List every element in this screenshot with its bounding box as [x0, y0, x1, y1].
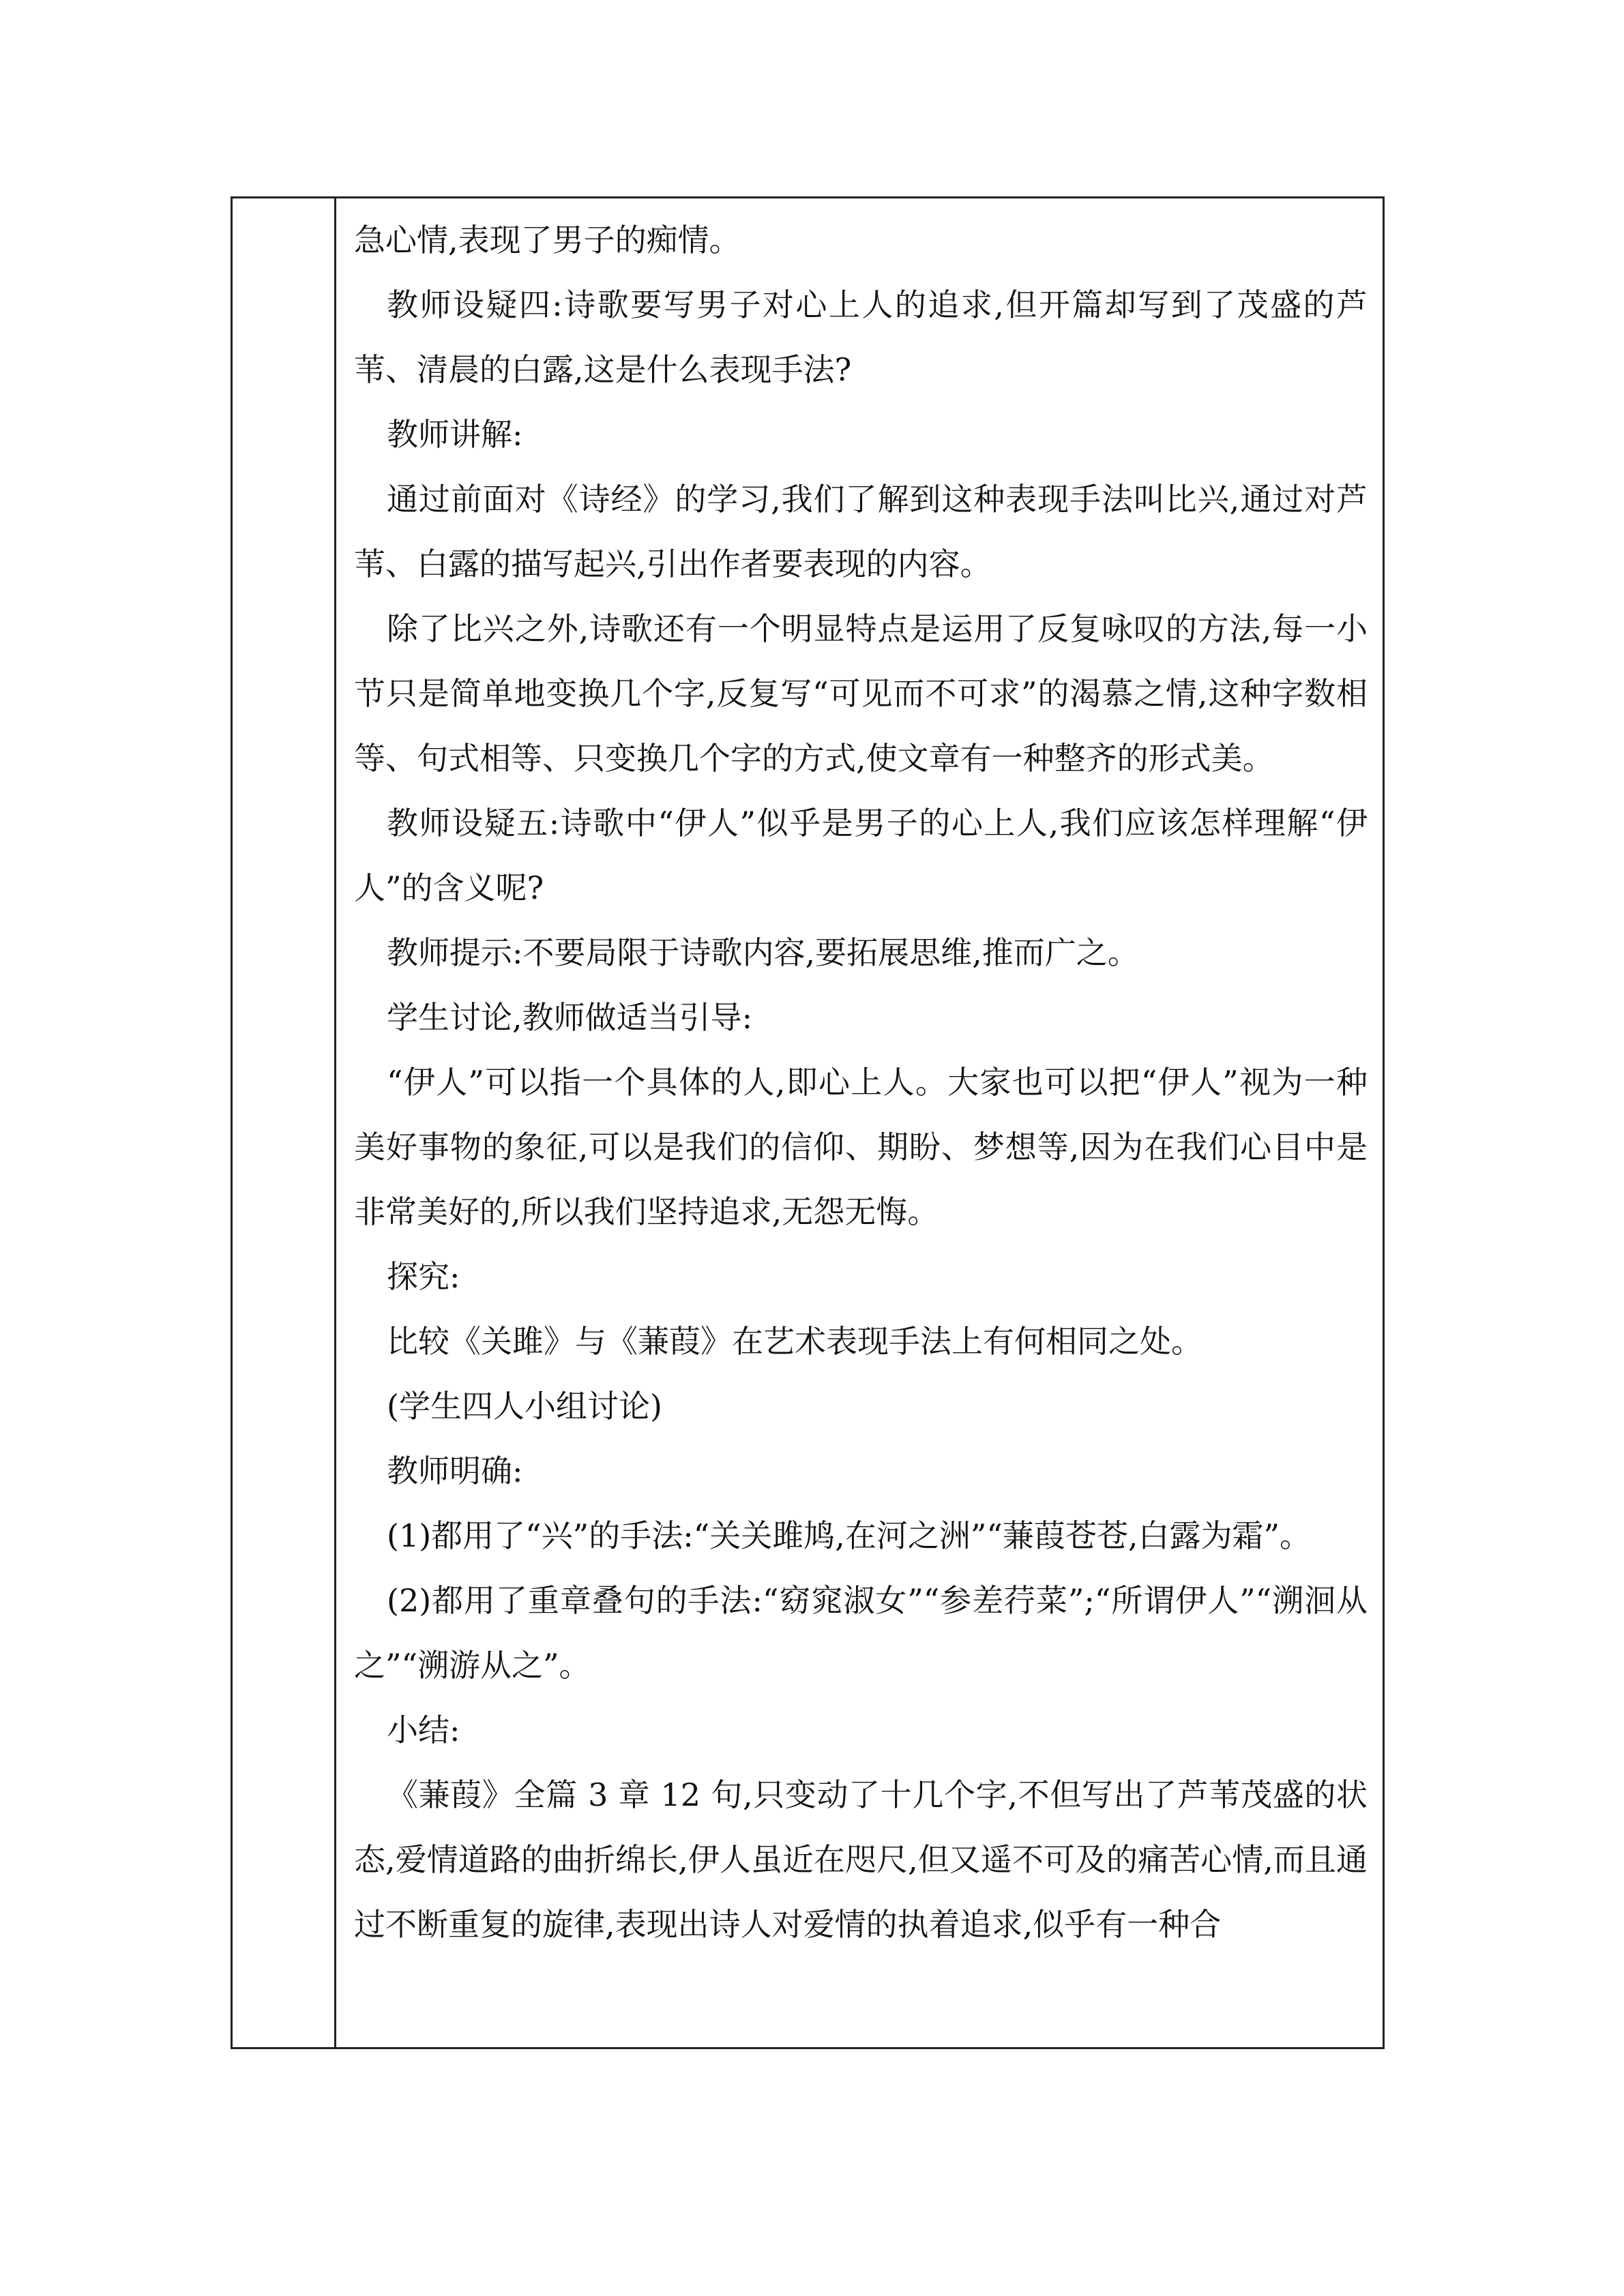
paragraph-5: 除了比兴之外,诗歌还有一个明显特点是运用了反复咏叹的方法,每一小节只是简单地变换几个字,反复写“可见而不可求”的渴慕之情,这种字数相等、句式相等、只变换几个字的方式,使文章有一种整齐的形式美。	[354, 610, 1368, 777]
paragraph-10: 探究:	[387, 1258, 460, 1295]
paragraph-9: “伊人”可以指一个具体的人,即心上人。大家也可以把“伊人”视为一种美好事物的象征,可以是我们的信仰、期盼、梦想等,因为在我们心目中是非常美好的,所以我们坚持追求,无怨无悔。	[354, 1064, 1368, 1230]
paragraph-15: (2)都用了重章叠句的手法:“窈窕淑女”“参差荇菜”;“所谓伊人”“溯洄从之”“溯游从之”。	[354, 1582, 1368, 1684]
table-left-column	[233, 198, 336, 2047]
paragraph-2: 教师设疑四:诗歌要写男子对心上人的追求,但开篇却写到了茂盛的芦苇、清晨的白露,这是什么表现手法?	[354, 286, 1368, 388]
paragraph-1: 急心情,表现了男子的痴情。	[354, 222, 741, 258]
paragraph-12: (学生四人小组讨论)	[387, 1388, 662, 1425]
paragraph-6: 教师设疑五:诗歌中“伊人”似乎是男子的心上人,我们应该怎样理解“伊人”的含义呢?	[354, 805, 1368, 906]
paragraph-17: 《蒹葭》全篇 3 章 12 句,只变动了十几个字,不但写出了芦苇茂盛的状态,爱情道路的曲折绵长,伊人虽近在咫尺,但又遥不可及的痛苦心情,而且通过不断重复的旋律,表现出诗人对爱情的执着追求,似乎有一种合	[354, 1776, 1368, 1943]
paragraph-11: 比较《关雎》与《蒹葭》在艺术表现手法上有何相同之处。	[387, 1323, 1202, 1360]
paragraph-3: 教师讲解:	[387, 416, 523, 453]
paragraph-7: 教师提示:不要局限于诗歌内容,要拓展思维,推而广之。	[387, 934, 1139, 971]
paragraph-14: (1)都用了“兴”的手法:“关关雎鸠,在河之洲”“蒹葭苍苍,白露为霜”。	[387, 1517, 1312, 1554]
paragraph-16: 小结:	[387, 1712, 460, 1748]
paragraph-8: 学生讨论,教师做适当引导:	[387, 999, 753, 1036]
table-content-cell	[354, 208, 1368, 1957]
lesson-table	[231, 196, 1385, 2049]
paragraph-13: 教师明确:	[387, 1452, 523, 1489]
paragraph-4: 通过前面对《诗经》的学习,我们了解到这种表现手法叫比兴,通过对芦苇、白露的描写起兴,引出作者要表现的内容。	[354, 481, 1368, 582]
